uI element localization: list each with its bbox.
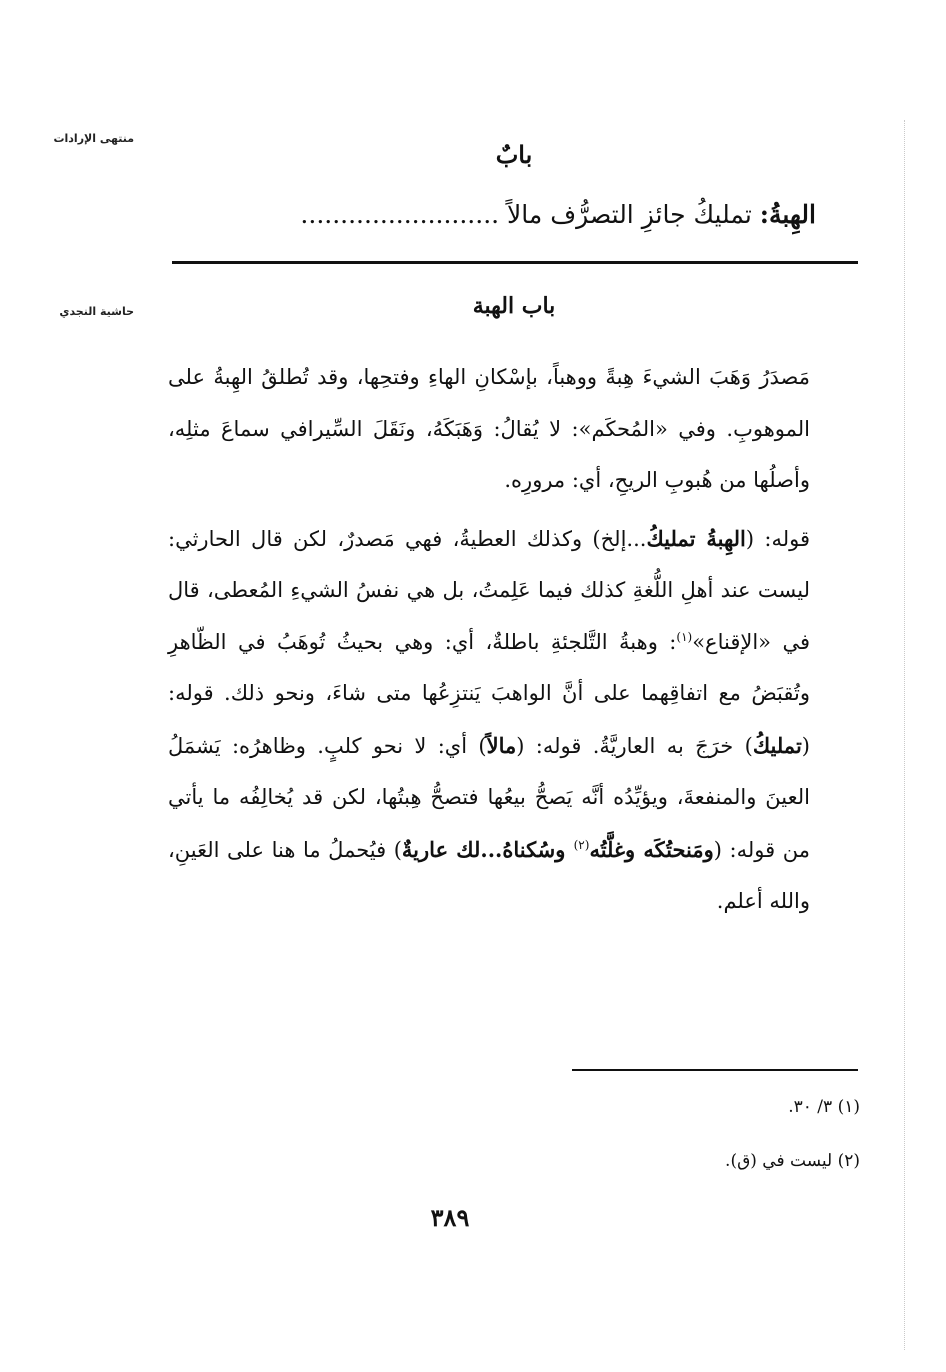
commentary-paragraph-1: مَصدَرُ وَهَبَ الشيءَ هِبةً ووهباً، بإسْكانِ الهاءِ وفتحِها، وقد تُطلقُ الهِبةُ على الموهوبِ. وفي «المُحكَم»: لا يُقالُ: وَهَبَكَهُ، ونَقَلَ السِّيرافي سماعَ مثلِه، وأصلُها من هُبوبِ الريحِ، أي: مرورِه.	[168, 365, 810, 492]
matn-definition: تمليكُ جائزِ التصرُّف مالاً	[507, 200, 752, 229]
commentary-chapter-title: باب الهبة	[472, 293, 556, 319]
matn-text-line	[128, 200, 816, 229]
book-label: منتهى الإرادات	[53, 132, 134, 145]
commentary-body	[168, 352, 860, 928]
page-number: ٣٨٩	[430, 1203, 470, 1232]
matn-lead-term: الهِبةُ:	[759, 200, 816, 229]
commentary-label: حاشية النجدي	[59, 305, 134, 318]
footnote-1: (١) ٣/ ٣٠.	[788, 1097, 860, 1117]
footnote-divider	[572, 1069, 858, 1071]
footnote-ref-1: (١)	[676, 629, 693, 644]
commentary-paragraph-2: قوله: (الهِبةُ تمليكُ...إلخ) وكذلك العطيةُ، فهي مَصدرٌ، لكن قال الحارثي: ليست عند أهلِ اللُّغةِ كذلك فيما عَلِمتُ، بل هي نفسُ الشيءِ المُعطى، قال في «الإقناع»$^{(١)}$: وهبةُ التَّلجئةِ باطلةٌ، أي: وهي بحيثُ تُوهَبُ في الظّاهرِ وتُقبَضُ مع اتفاقِهما على أنَّ الواهبَ يَنتزِعُها متى شاءَ، ونحو ذلك. قوله: (تمليكُ) خرَجَ به العاريَّةُ. قوله: (مالاً) أي: لا نحو كلبٍ. وظاهرُه: يَشمَلُ العينَ والمنفعةَ، ويؤيِّدُه أنَّه يَصحُّ بيعُها فتصحُّ هِبتُها، لكن قد يُخالِفُه ما يأتي من قوله: (ومَنحتُكَه وغلَّتُه$^{(٢)}$ وسُكناهُ...لك عاريةٌ) فيُحملُ ما هنا على العَينِ، والله أعلم.	[168, 525, 810, 913]
matn-dots: .........................	[300, 200, 500, 229]
main-divider	[172, 261, 858, 264]
footnote-ref-2: (٢)	[573, 837, 590, 852]
matn-chapter-title: بابٌ	[495, 140, 533, 169]
page-edge-line	[904, 120, 905, 1350]
footnote-2: (٢) ليست في (ق).	[725, 1151, 860, 1171]
